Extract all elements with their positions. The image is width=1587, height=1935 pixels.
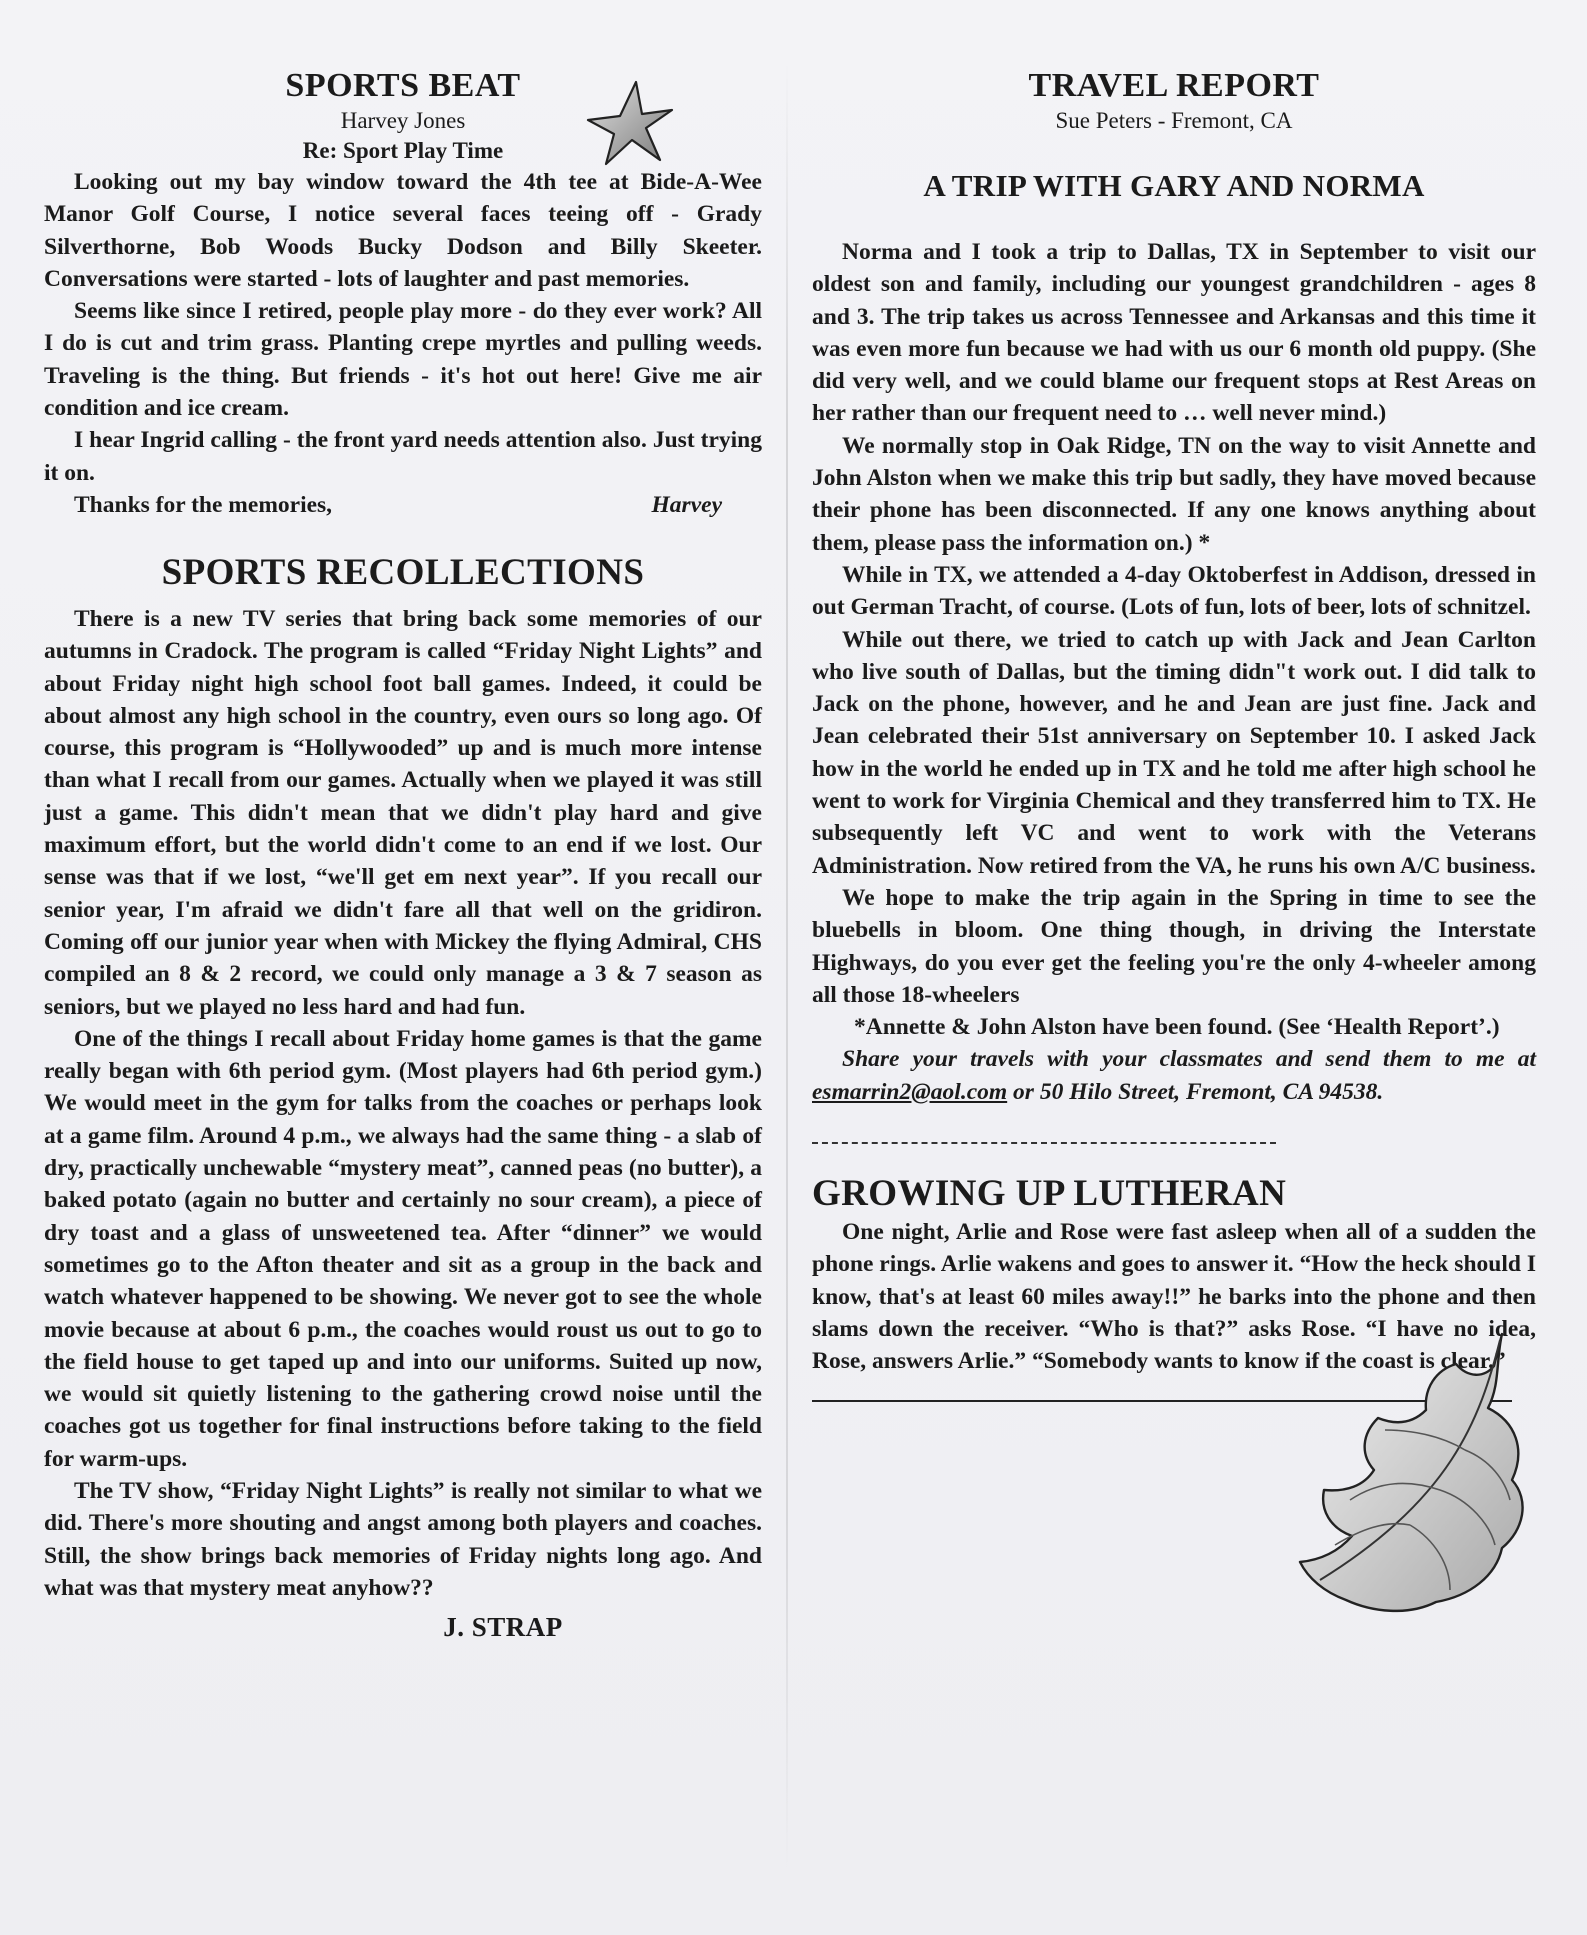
- left-column: [44, 66, 762, 1895]
- sports-beat-signoff: [44, 489, 762, 521]
- travel-paragraph: Norma and I took a trip to Dallas, TX in September to visit our oldest son and family, including our youngest grandchildren - ages 8 and 3. The trip takes us across Tennessee and Arkansas and this time it was even more fun because we had with us our 6 month old puppy. (She did very well, and we could blame our frequent stops at Rest Areas on her rather than our frequent need to … well never mind.): [812, 239, 1536, 427]
- sports-beat-paragraph: Seems like since I retired, people play more - do they ever work? All I do is cut and trim grass. Planting crepe myrtles and pulling weeds. Traveling is the thing. But friends - it's hot out here! Give me air condition and ice cream.: [44, 298, 762, 422]
- travel-paragraph: We normally stop in Oak Ridge, TN on the way to visit Annette and John Alston when we make this trip but sadly, they have moved because their phone has been disconnected. If any one knows anything about them, please pass the information on.) *: [812, 432, 1536, 556]
- sports-beat-paragraph: I hear Ingrid calling - the front yard needs attention also. Just trying it on.: [44, 427, 762, 486]
- growing-up-lutheran-title: GROWING UP LUTHERAN: [812, 1173, 1287, 1215]
- sports-recollections-title: SPORTS RECOLLECTIONS: [161, 551, 645, 593]
- dashed-separator: [812, 1142, 1276, 1144]
- travel-report-section: [812, 66, 1536, 1108]
- recollections-signature: J. STRAP: [443, 1612, 563, 1643]
- recollections-paragraph: The TV show, “Friday Night Lights” is really not similar to what we did. There's more shouting and angst among both players and coaches. Still, the show brings back memories of Friday nights long ago. And what was that mystery meat anyhow??: [44, 1477, 762, 1601]
- share-email-link[interactable]: esmarrin2@aol.com: [812, 1078, 1008, 1105]
- recollections-paragraph: There is a new TV series that bring back some memories of our autumns in Cradock. The program is called “Friday Night Lights” and about Friday night high school foot ball games. Indeed, it could be about almost any high school in the country, even ours so long ago. Of course, this program is “Hollywooded” up and is much more intense than what I recall from our games. Actually when we played it was still just a game. This didn't mean that we didn't play hard and give maximum effort, but the world didn't come to an end if we lost. Our sense was that if we lost, “we'll get em next year”. If you recall our senior year, I'm afraid we didn't fare all that well on the gridiron. Coming off our junior year when with Mickey the flying Admiral, CHS compiled an 8 & 2 record, we could only manage a 3 & 7 season as seniors, but we played no less hard and had fun.: [44, 605, 762, 1020]
- travel-paragraph: While out there, we tried to catch up with Jack and Jean Carlton who live south of Dallas, but the timing didn"t work out. I did talk to Jack on the phone, however, and he and Jean are just fine. Jack and Jean celebrated their 51st anniversary on September 10. I asked Jack how in the world he ended up in TX and he told me after high school he went to work for Virginia Chemical and they transferred him to TX. He subsequently left VC and went to work with the Veterans Administration. Now retired from the VA, he runs his own A/C business.: [812, 626, 1536, 879]
- travel-report-author: Sue Peters - Fremont, CA: [1055, 108, 1293, 133]
- travel-subtitle: A TRIP WITH GARY AND NORMA: [923, 168, 1425, 203]
- sports-beat-paragraph: Looking out my bay window toward the 4th tee at Bide-A-Wee Manor Golf Course, I notice several faces teeing off - Grady Silverthorne, Bob Woods Bucky Dodson and Billy Skeeter. Conversations were started - lots of laughter and past memories.: [44, 169, 762, 292]
- travel-paragraph: We hope to make the trip again in the Spring in time to see the bluebells in bloom. One thing though, in driving the Interstate Highways, do you ever get the feeling you're the only 4-wheeler among all those 18-wheelers: [812, 884, 1536, 1008]
- travel-report-title: TRAVEL REPORT: [1028, 67, 1320, 104]
- right-column: [812, 66, 1536, 1895]
- share-prefix: Share your travels with your classmates and send them to me at: [842, 1046, 1536, 1073]
- sports-recollections-section: [44, 551, 762, 1643]
- growing-up-lutheran-section: [812, 1172, 1536, 1216]
- sports-beat-closing: Thanks for the memories,: [74, 491, 333, 518]
- star-icon: [584, 76, 676, 176]
- lutheran-story: One night, Arlie and Rose were fast asleep when all of a sudden the phone rings. Arlie wakens and goes to answer it. “How the heck should I know, that's at least 60 miles away!!” he barks into the phone and then slams down the receiver. “Who is that?” asks Rose. “I have no idea, Rose, answers Arlie.” “Somebody wants to know if the coast is clear.”: [812, 1219, 1536, 1375]
- sports-beat-re: Re: Sport Play Time: [302, 138, 504, 163]
- recollections-paragraph: One of the things I recall about Friday home games is that the game really began with 6th period gym. (Most players had 6th period gym.) We would meet in the gym for talks from the coaches or perhaps look at a game film. Around 4 p.m., we always had the same thing - a slab of dry, practically unchewable “mystery meat”, canned peas (no butter), a baked potato (again no butter and certainly no sour cream), a piece of dry toast and a glass of unsweetened tea. After “dinner” we would sometimes go to the Afton theater and sit as a group in the back and watch whatever happened to be showing. We never got to see the whole movie because at about 6 p.m., the coaches would roust us out to go to the field house to get taped up and into our uniforms. Suited up now, we would sit quietly listening to the gathering crowd noise until the coaches got us together for final instructions before taking to the field for warm-ups.: [44, 1025, 762, 1472]
- sports-beat-author: Harvey Jones: [340, 108, 466, 133]
- share-suffix: or 50 Hilo Street, Fremont, CA 94538.: [1007, 1078, 1384, 1105]
- travel-paragraph: While in TX, we attended a 4-day Oktoberfest in Addison, dressed in out German Tracht, of course. (Lots of fun, lots of beer, lots of schnitzel.: [812, 561, 1536, 621]
- sports-beat-signature: Harvey: [651, 491, 722, 518]
- travel-share-note: [812, 1043, 1536, 1108]
- travel-footnote: *Annette & John Alston have been found. (See ‘Health Report’.): [854, 1014, 1500, 1041]
- column-divider: [786, 60, 788, 1875]
- sports-beat-title: SPORTS BEAT: [285, 67, 521, 104]
- leaf-icon: [1290, 1330, 1540, 1620]
